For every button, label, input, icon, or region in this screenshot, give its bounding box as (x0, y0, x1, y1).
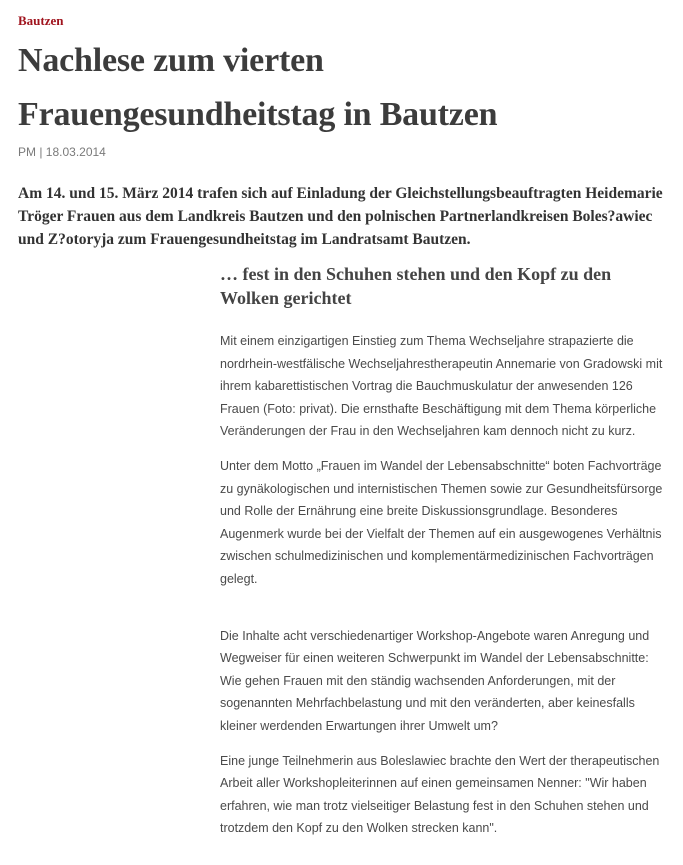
paragraph-1: Mit einem einzigartigen Einstieg zum Thema Wechseljahre strapazierte die nordrhein-westfälische Wechseljahrestherapeutin Annemarie von Gradowski mit ihrem kabarettistischen Vortrag die Bauchmuskulatur der anwesenden 126 Frauen (Foto: privat). Die ernsthafte Beschäftigung mit dem Thema körperliche Veränderungen der Frau in den Wechseljahren kam dennoch nicht zu kurz. (220, 334, 663, 439)
paragraph-2: Unter dem Motto „Frauen im Wandel der Lebensabschnitte“ boten Fachvorträge zu gynäkologischen und internistischen Themen sowie zur Gesundheitsfürsorge und Rolle der Ernährung eine breite Diskussionsgrundlage. Besonderes Augenmerk wurde bei der Vielfalt der Themen auf ein ausgewogenes Verhältnis zwischen schulmedizinischen und komplementärmedizinischen Fachvorträgen gelegt. (220, 458, 663, 586)
article-subheading: … fest in den Schuhen stehen und den Kopf zu den Wolken gerichtet (220, 264, 612, 308)
article-title-line-1: Nachlese zum vierten (18, 42, 324, 79)
article (18, 12, 670, 251)
article-lead: Am 14. und 15. März 2014 trafen sich auf Einladung der Gleichstellungsbeauftragten Heidemarie Tröger Frauen aus dem Landkreis Bautzen und den polnischen Partnerlandkreisen Boles?awiec und Z?otoryja zum Frauengesundheitstag im Landratsamt Bautzen. (18, 185, 663, 248)
article-meta: PM | 18.03.2014 (18, 145, 106, 159)
article-body (220, 262, 672, 852)
paragraph-4: Eine junge Teilnehmerin aus Boleslawiec brachte den Wert der therapeutischen Arbeit aller Workshopleiterinnen auf einen gemeinsamen Nenner: "Wir haben erfahren, wie man trotz vielseitiger Belastung fest in den Schuhen stehen und trotzdem den Kopf zu den Wolken strecken kann". (220, 753, 660, 836)
paragraph-3: Die Inhalte acht verschiedenartiger Workshop-Angebote waren Anregung und Wegweiser für einen weiteren Schwerpunkt im Wandel der Lebensabschnitte: Wie gehen Frauen mit den ständig wachsenden Anforderungen, mit der sogenannten Mehrfachbelastung und mit den veränderten, aber keinesfalls kleiner werdenden Erwartungen ihrer Umwelt um? (220, 628, 650, 733)
category-link[interactable]: Bautzen (18, 13, 64, 28)
article-title (18, 34, 670, 142)
article-title-line-2: Frauengesundheitstag in Bautzen (18, 96, 498, 133)
